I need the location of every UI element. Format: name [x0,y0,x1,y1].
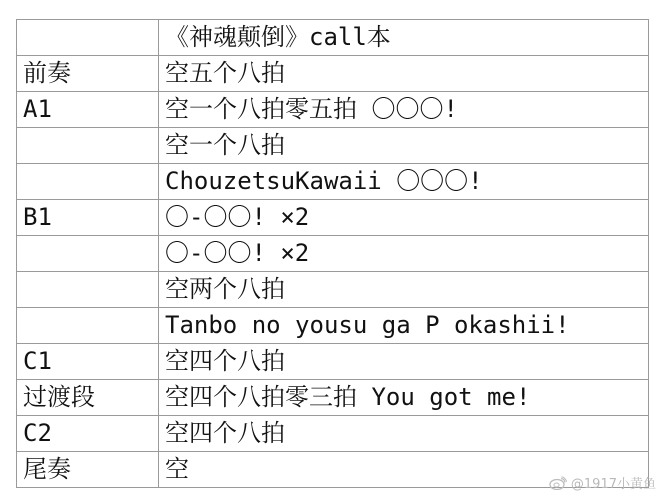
section-label [17,272,159,308]
cue-text: ChouzetsuKawaii 〇〇〇! [159,164,649,200]
section-label: C2 [17,416,159,452]
table-row [17,128,649,164]
sheet-title: 《神魂颠倒》call本 [159,20,649,56]
section-label: 尾奏 [17,452,159,488]
table-row [17,236,649,272]
section-label: 过渡段 [17,380,159,416]
table-row [17,344,649,380]
cue-text: 空一个八拍 [159,128,649,164]
title-empty-cell [17,20,159,56]
section-label: 前奏 [17,56,159,92]
weibo-logo-icon [549,476,567,490]
title-row [17,20,649,56]
cue-text: 空五个八拍 [159,56,649,92]
section-label: B1 [17,200,159,236]
table-row [17,308,649,344]
cue-text: Tanbo no yousu ga P okashii! [159,308,649,344]
cue-text: 〇-〇〇! ×2 [159,200,649,236]
cue-text: 空一个八拍零五拍 〇〇〇! [159,92,649,128]
table-row [17,200,649,236]
cue-text: 空 [159,452,649,488]
table-row [17,380,649,416]
cue-text: 空四个八拍 [159,416,649,452]
section-label [17,236,159,272]
cue-text: 空四个八拍 [159,344,649,380]
table-row [17,416,649,452]
watermark-text: @1917小黄鱼 [570,477,656,492]
table-row [17,92,649,128]
cue-text: 空两个八拍 [159,272,649,308]
call-sheet-table [16,19,649,488]
table-row [17,56,649,92]
watermark [549,473,656,492]
cue-text: 〇-〇〇! ×2 [159,236,649,272]
section-label [17,308,159,344]
section-label [17,164,159,200]
cue-text: 空四个八拍零三拍 You got me! [159,380,649,416]
table-row [17,272,649,308]
table-row [17,164,649,200]
section-label: A1 [17,92,159,128]
section-label: C1 [17,344,159,380]
section-label [17,128,159,164]
